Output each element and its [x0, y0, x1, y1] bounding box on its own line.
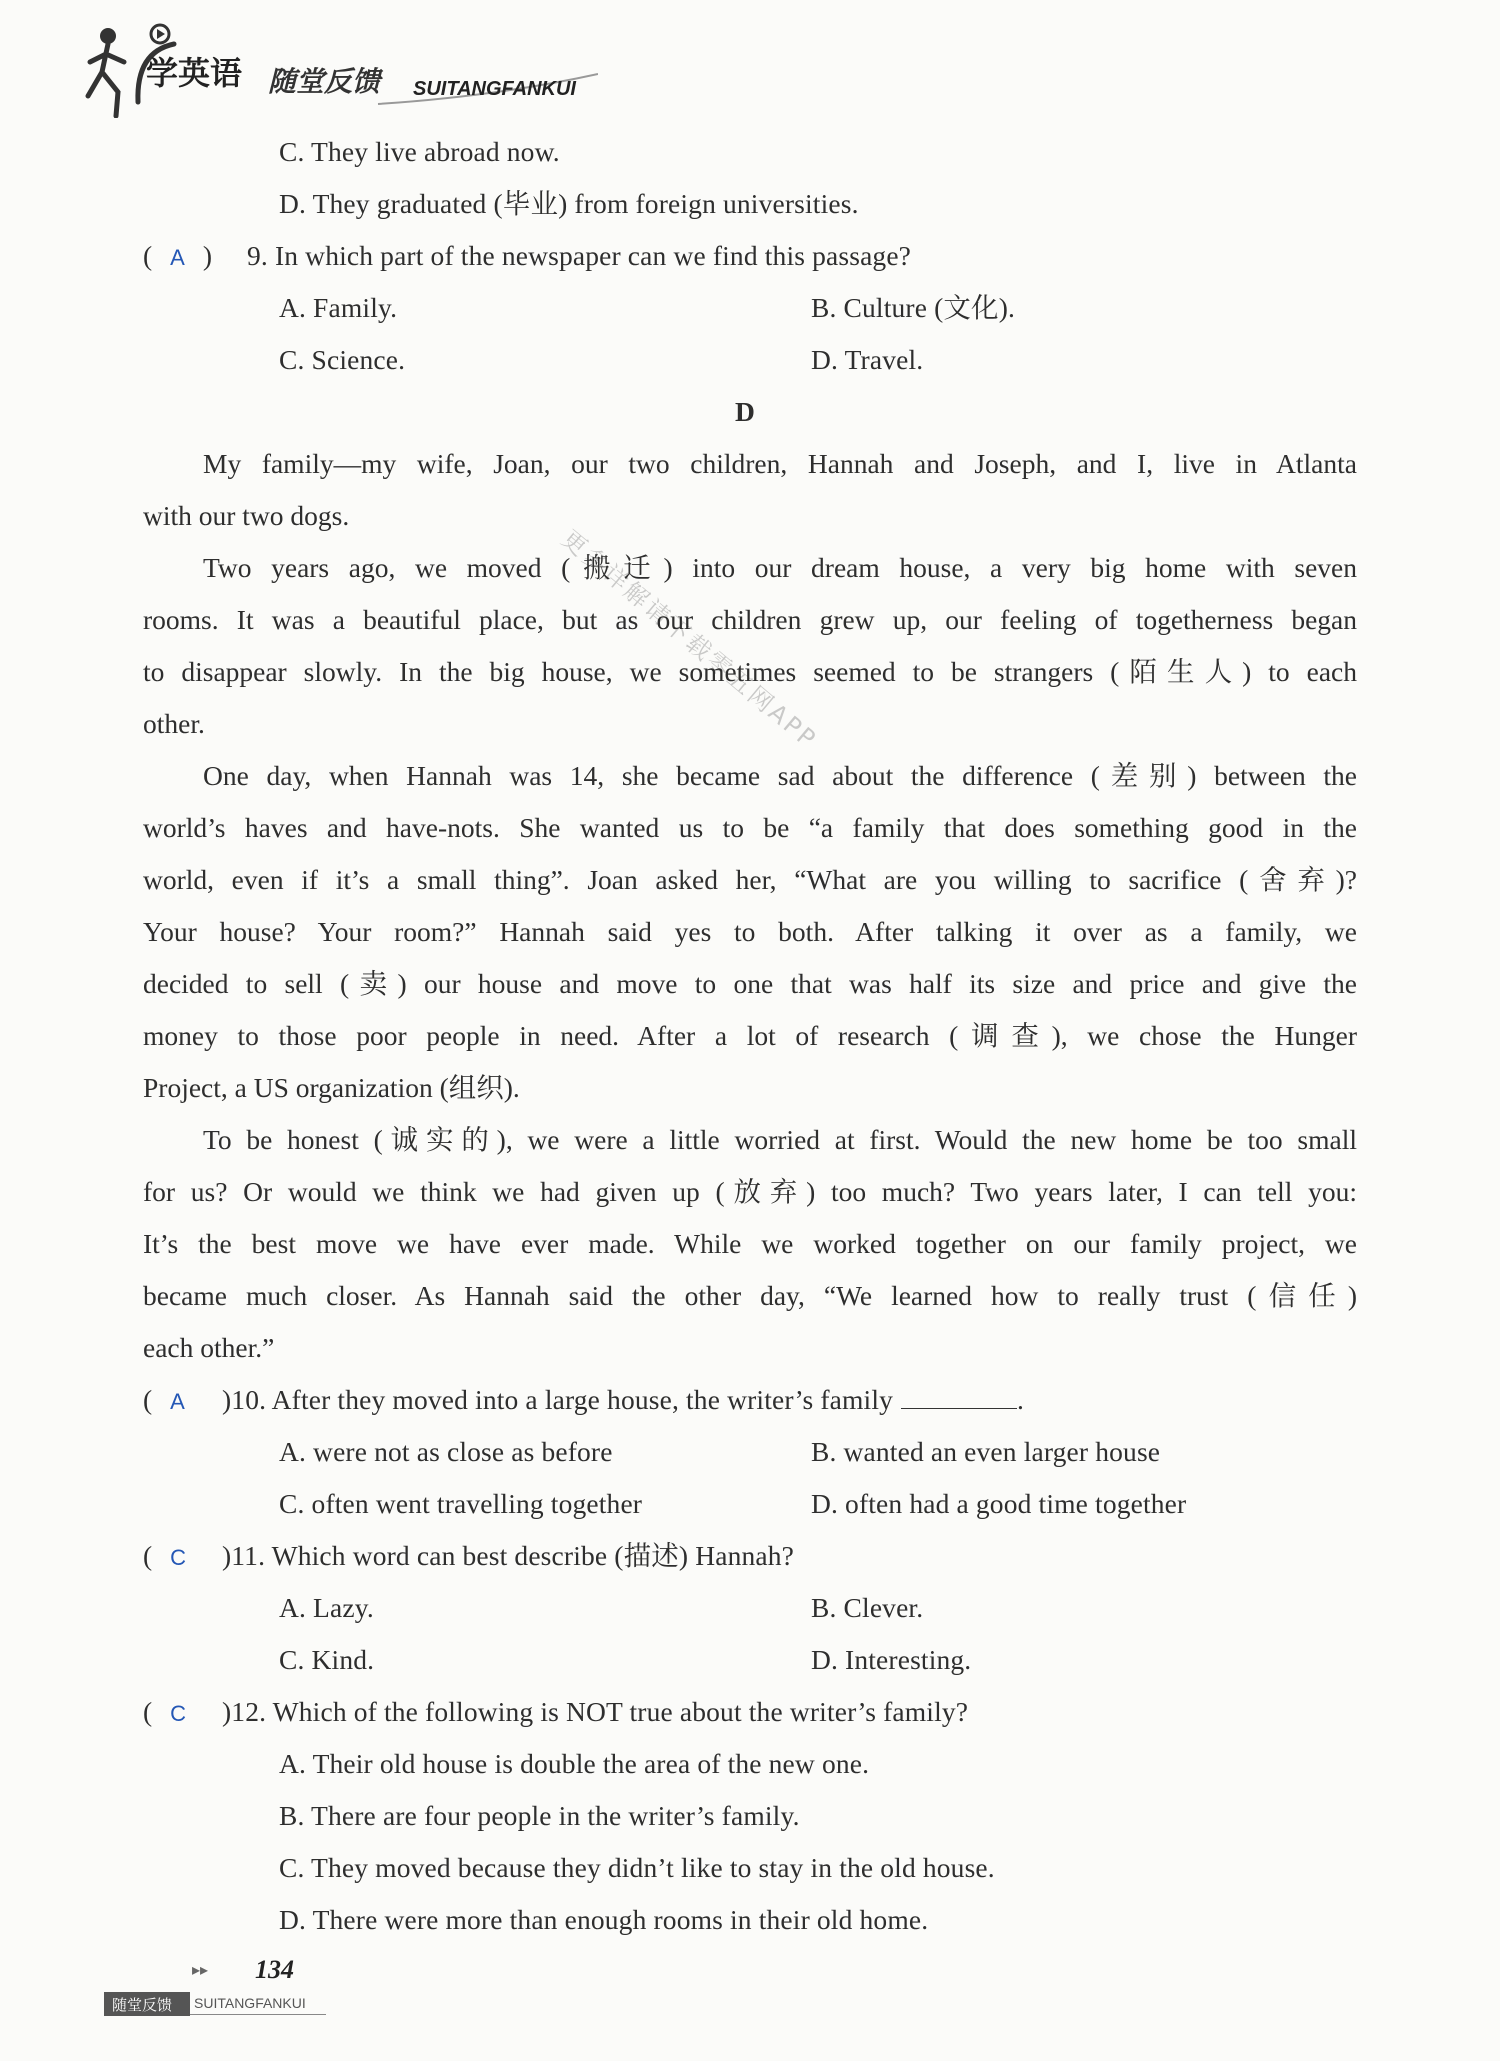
q10-answer: A	[170, 1389, 185, 1414]
footer-band-cn: 随堂反馈	[112, 1996, 173, 2014]
passage-line: each other.”	[143, 1332, 275, 1363]
passage-line: to disappear slowly. In the big house, we sometimes seemed to be strangers (陌生人) to each	[143, 656, 1357, 687]
passage-line: My family—my wife, Joan, our two children, Hannah and Joseph, and I, live in Atlanta	[203, 448, 1357, 479]
passage-line: To be honest (诚实的), we were a little worried at first. Would the new home be too small	[203, 1124, 1357, 1155]
passage-line: Project, a US organization (组织).	[143, 1072, 520, 1103]
header-logo	[78, 22, 598, 118]
page-arrows-icon: ▸▸	[192, 1962, 209, 1979]
q10-option-a: A. were not as close as before	[279, 1436, 613, 1467]
q11-option-a: A. Lazy.	[279, 1592, 374, 1623]
header-title: 学英语	[146, 54, 243, 92]
footer-band-en: SUITANGFANKUI	[194, 1995, 306, 2011]
passage-line: money to those poor people in need. After a lot of research (调查), we chose the Hunger	[143, 1020, 1357, 1051]
header-english: SUITANGFANKUI	[413, 78, 576, 100]
q12-option-b: B. There are four people in the writer’s family.	[279, 1800, 800, 1831]
passage-line: became much closer. As Hannah said the other day, “We learned how to really trust (信任)	[143, 1280, 1357, 1311]
q9-answer: A	[170, 245, 185, 270]
footer-band	[104, 1992, 326, 2016]
q11-question: )11. Which word can best describe (描述) Hannah?	[222, 1540, 794, 1571]
q10-option-b: B. wanted an even larger house	[811, 1436, 1161, 1467]
passage-line: Your house? Your room?” Hannah said yes to both. After talking it over as a family, we	[143, 916, 1357, 947]
q9-question: 9. In which part of the newspaper can we find this passage?	[247, 240, 912, 271]
q11-option-c: C. Kind.	[279, 1644, 375, 1675]
q9-option-a: A. Family.	[279, 292, 398, 323]
passage-line: It’s the best move we have ever made. While we worked together on our family project, we	[143, 1228, 1357, 1259]
q12-option-d: D. There were more than enough rooms in their old home.	[279, 1904, 929, 1935]
passage-line: Two years ago, we moved (搬迁) into our dream house, a very big home with seven	[203, 552, 1357, 583]
passage-line: One day, when Hannah was 14, she became sad about the difference (差别) between the	[203, 760, 1357, 791]
q10-question: )10. After they moved into a large house, the writer’s family .	[222, 1384, 1025, 1415]
page-number: 134	[255, 1955, 294, 1984]
q9-option-b: B. Culture (文化).	[811, 292, 1016, 323]
q9-answer-bracket: ( A )	[143, 240, 213, 271]
q9-option-c: C. Science.	[279, 344, 406, 375]
passage-line: other.	[143, 708, 205, 739]
q12-option-c: C. They moved because they didn’t like to stay in the old house.	[279, 1852, 995, 1883]
q12-answer: C	[170, 1701, 187, 1726]
passage-heading: D	[735, 396, 756, 427]
q11-answer-bracket: ( C	[143, 1540, 187, 1571]
q8-option-d: D. They graduated (毕业) from foreign universities.	[279, 188, 859, 219]
header-subtitle: 随堂反馈	[268, 65, 381, 98]
q10-answer-bracket: ( A	[143, 1384, 185, 1415]
q10-option-d: D. often had a good time together	[811, 1488, 1187, 1519]
passage-line: with our two dogs.	[143, 500, 350, 531]
q8-option-c: C. They live abroad now.	[279, 136, 560, 167]
passage-line: world, even if it’s a small thing”. Joan asked her, “What are you willing to sacrifice (舍弃)?	[143, 864, 1357, 895]
q12-question: )12. Which of the following is NOT true about the writer’s family?	[222, 1696, 969, 1727]
q11-answer: C	[170, 1545, 187, 1570]
q9-option-d: D. Travel.	[811, 344, 924, 375]
passage-line: for us? Or would we think we had given up (放弃) too much? Two years later, I can tell you:	[143, 1176, 1357, 1207]
q11-option-b: B. Clever.	[811, 1592, 924, 1623]
q11-option-d: D. Interesting.	[811, 1644, 972, 1675]
watermark: 更多详解请下载零五网APP	[556, 524, 823, 755]
passage-line: rooms. It was a beautiful place, but as our children grew up, our feeling of togetherness began	[143, 604, 1357, 635]
passage-line: world’s haves and have-nots. She wanted us to be “a family that does something good in the	[143, 812, 1357, 843]
answer-blank	[901, 1408, 1017, 1409]
q12-option-a: A. Their old house is double the area of the new one.	[279, 1748, 870, 1779]
q12-answer-bracket: ( C	[143, 1696, 187, 1727]
q10-option-c: C. often went travelling together	[279, 1488, 643, 1519]
passage-line: decided to sell (卖) our house and move to one that was half its size and price and give the	[143, 968, 1357, 999]
